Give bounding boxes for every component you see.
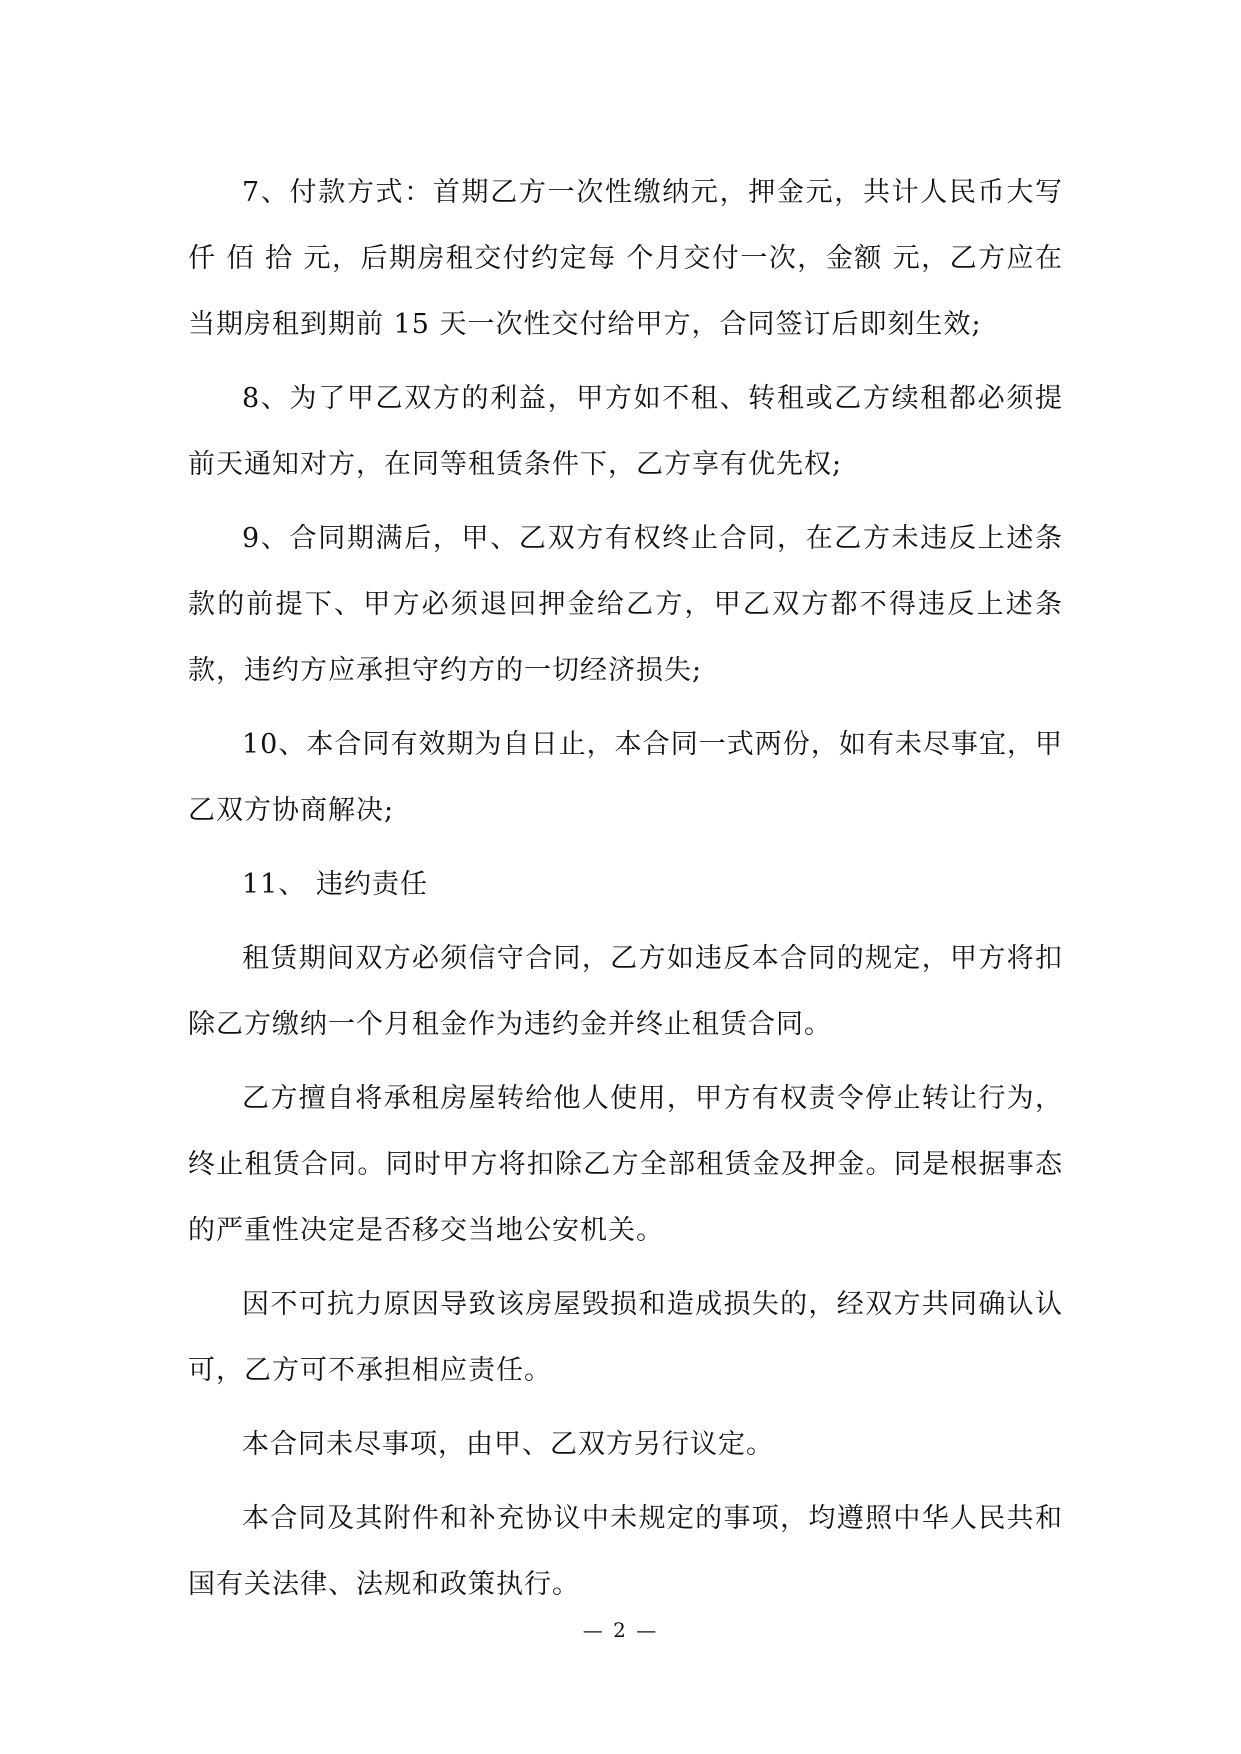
clause-9-termination: 9、合同期满后，甲、乙双方有权终止合同，在乙方未违反上述条款的前提下、甲方必须退回押金给乙方，甲乙双方都不得违反上述条款，违约方应承担守约方的一切经济损失; <box>188 523 1063 686</box>
liability-paragraph-2: 乙方擅自将承租房屋转给他人使用，甲方有权责令停止转让行为，终止租赁合同。同时甲方将扣除乙方全部租赁金及押金。同是根据事态的严重性决定是否移交当地公安机关。 <box>188 1083 1063 1246</box>
clause-8-notice: 8、为了甲乙双方的利益，甲方如不租、转租或乙方续租都必须提前天通知对方，在同等租赁条件下，乙方享有优先权; <box>188 383 1063 480</box>
page-number: — 2 — <box>582 1618 659 1642</box>
other-matters-paragraph: 本合同未尽事项，由甲、乙双方另行议定。 <box>242 1429 774 1460</box>
clause-11-heading: 11、 违约责任 <box>242 869 428 900</box>
clause-10-validity: 10、本合同有效期为自日止，本合同一式两份，如有未尽事宜，甲乙双方协商解决; <box>188 729 1063 826</box>
liability-paragraph-1: 租赁期间双方必须信守合同，乙方如违反本合同的规定，甲方将扣除乙方缴纳一个月租金作为违约金并终止租赁合同。 <box>188 943 1063 1040</box>
clause-7-payment-terms: 7、付款方式：首期乙方一次性缴纳元，押金元，共计人民币大写 仟 佰 拾 元，后期房租交付约定每 个月交付一次，金额 元，乙方应在当期房租到期前 15 天一次性交付给甲方，合同签订后即刻生效; <box>188 177 1063 340</box>
applicable-law-paragraph: 本合同及其附件和补充协议中未规定的事项，均遵照中华人民共和国有关法律、法规和政策执行。 <box>188 1503 1063 1600</box>
document-body <box>188 160 1063 1626</box>
force-majeure-paragraph: 因不可抗力原因导致该房屋毁损和造成损失的，经双方共同确认认可，乙方可不承担相应责任。 <box>188 1289 1063 1386</box>
